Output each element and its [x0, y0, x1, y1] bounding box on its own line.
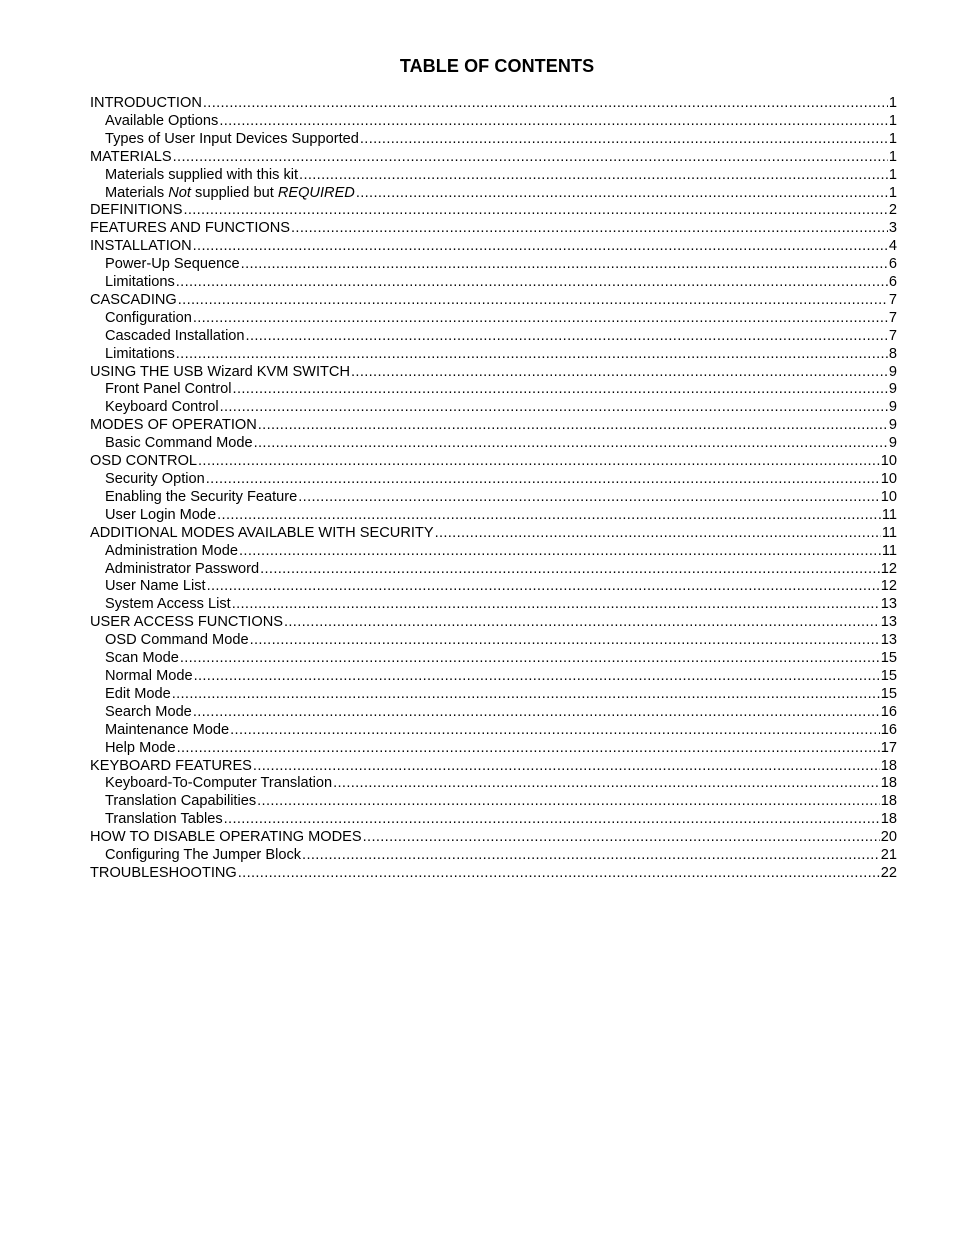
toc-subentry[interactable]: [90, 775, 897, 793]
toc-entry-label: Keyboard Control: [105, 399, 219, 416]
toc-entry[interactable]: [90, 149, 897, 167]
toc-entry-label: Search Mode: [105, 703, 192, 720]
toc-entry[interactable]: [90, 238, 897, 256]
toc-entry-label: Configuration: [105, 309, 192, 326]
dot-leader: [193, 310, 888, 328]
toc-entry-label: Translation Tables: [105, 811, 223, 828]
toc-entry-label: OSD Command Mode: [105, 632, 249, 649]
toc-entry-page-number: 22: [880, 864, 897, 881]
dot-leader: [183, 202, 887, 220]
dot-leader: [254, 435, 888, 453]
toc-entry-page-number: 6: [888, 274, 897, 291]
toc-subentry[interactable]: [90, 274, 897, 292]
toc-entry-page-number: 13: [880, 632, 897, 649]
dot-leader: [260, 561, 880, 579]
toc-subentry[interactable]: [90, 578, 897, 596]
toc-subentry[interactable]: [90, 382, 897, 400]
dot-leader: [246, 328, 888, 346]
toc-entry-label: User Login Mode: [105, 506, 217, 523]
dot-leader: [302, 847, 880, 865]
toc-entry-label: Translation Capabilities: [105, 793, 257, 810]
dot-leader: [232, 596, 880, 614]
toc-entry[interactable]: [90, 453, 897, 471]
toc-entry-label: Power-Up Sequence: [105, 256, 240, 273]
toc-entry-label: Available Options: [105, 112, 219, 129]
dot-leader: [178, 292, 888, 310]
toc-entry-page-number: 9: [888, 417, 897, 434]
toc-subentry[interactable]: [90, 722, 897, 740]
dot-leader: [193, 704, 880, 722]
toc-entry-label: INTRODUCTION: [90, 95, 202, 111]
dot-leader: [176, 274, 888, 292]
toc-subentry[interactable]: [90, 596, 897, 614]
toc-entry-label: USING THE USB Wizard KVM SWITCH: [90, 363, 351, 380]
toc-entry[interactable]: [90, 525, 897, 543]
toc-entry-page-number: 1: [888, 184, 897, 201]
toc-subentry[interactable]: [90, 435, 897, 453]
toc-subentry[interactable]: [90, 310, 897, 328]
toc-entry-label: HOW TO DISABLE OPERATING MODES: [90, 829, 362, 846]
toc-entry-page-number: 11: [881, 506, 897, 523]
dot-leader: [198, 453, 880, 471]
toc-entry-page-number: 1: [888, 166, 897, 183]
toc-entry-page-number: 18: [880, 793, 897, 810]
toc-entry-label: Keyboard-To-Computer Translation: [105, 775, 333, 792]
toc-subentry[interactable]: [90, 811, 897, 829]
toc-entry-label: System Access List: [105, 596, 231, 613]
toc-entry-page-number: 4: [888, 238, 897, 255]
dot-leader: [207, 578, 880, 596]
toc-entry[interactable]: [90, 829, 897, 847]
toc-entry-label: ADDITIONAL MODES AVAILABLE WITH SECURITY: [90, 524, 434, 541]
toc-entry[interactable]: [90, 292, 897, 310]
toc-entry-label: TROUBLESHOOTING: [90, 864, 237, 881]
toc-entry-label: Administrator Password: [105, 560, 260, 577]
toc-entry-label: Cascaded Installation: [105, 327, 245, 344]
toc-entry-page-number: 1: [888, 112, 897, 129]
toc-subentry[interactable]: [90, 686, 897, 704]
toc-entry-page-number: 1: [888, 148, 897, 165]
dot-leader: [250, 632, 880, 650]
toc-entry-page-number: 15: [880, 668, 897, 684]
dot-leader: [233, 382, 888, 400]
dot-leader: [360, 131, 888, 149]
toc-entry-page-number: 12: [880, 560, 897, 577]
toc-entry-label: Normal Mode: [105, 668, 193, 684]
toc-entry-page-number: 9: [888, 399, 897, 416]
toc-entry-page-number: 10: [880, 488, 897, 505]
toc-entry-page-number: 13: [880, 596, 897, 613]
toc-entry-label: USER ACCESS FUNCTIONS: [90, 614, 283, 631]
dot-leader: [219, 113, 888, 131]
toc-entry-label: Administration Mode: [105, 542, 239, 559]
dot-leader: [220, 399, 888, 417]
toc-entry-page-number: 16: [880, 703, 897, 720]
toc-entry-label: User Name List: [105, 578, 206, 595]
toc-subentry[interactable]: [90, 471, 897, 489]
toc-entry-label: Front Panel Control: [105, 381, 232, 398]
dot-leader: [435, 525, 881, 543]
toc-entry[interactable]: [90, 417, 897, 435]
toc-entry-label: OSD CONTROL: [90, 453, 198, 470]
toc-entry[interactable]: [90, 220, 897, 238]
dot-leader: [258, 417, 888, 435]
dot-leader: [203, 95, 888, 113]
toc-entry-page-number: 20: [880, 829, 897, 846]
dot-leader: [238, 865, 880, 883]
toc-subentry[interactable]: [90, 704, 897, 722]
toc-entry-label: FEATURES AND FUNCTIONS: [90, 220, 291, 237]
toc-entry-page-number: 13: [880, 614, 897, 631]
toc-entry[interactable]: [90, 865, 897, 883]
toc-subentry[interactable]: [90, 185, 897, 203]
page-title: TABLE OF CONTENTS: [399, 56, 595, 76]
toc-entry[interactable]: [90, 364, 897, 382]
toc-entry-label: Materials Not supplied but REQUIRED: [105, 184, 355, 201]
toc-entry-page-number: 18: [880, 811, 897, 828]
dot-leader: [239, 543, 881, 561]
toc-subentry[interactable]: [90, 256, 897, 274]
dot-leader: [363, 829, 880, 847]
toc-subentry[interactable]: [90, 399, 897, 417]
dot-leader: [298, 489, 880, 507]
toc-entry-label: Security Option: [105, 471, 205, 488]
toc-entry-page-number: 7: [888, 291, 897, 308]
toc-entry[interactable]: [90, 202, 897, 220]
toc-subentry[interactable]: [90, 507, 897, 525]
toc-entry-label: KEYBOARD FEATURES: [90, 757, 252, 774]
toc-entry-page-number: 2: [888, 202, 897, 219]
toc-entry-page-number: 1: [888, 95, 897, 111]
dot-leader: [299, 167, 888, 185]
toc-entry-page-number: 9: [888, 363, 897, 380]
dot-leader: [356, 185, 888, 203]
toc-entry-label: MODES OF OPERATION: [90, 417, 257, 434]
dot-leader: [224, 811, 880, 829]
toc-entry-page-number: 18: [880, 757, 897, 774]
toc-subentry[interactable]: [90, 668, 897, 686]
toc-subentry[interactable]: [90, 167, 897, 185]
toc-entry-page-number: 12: [880, 578, 897, 595]
toc-subentry[interactable]: [90, 561, 897, 579]
toc-entry[interactable]: [90, 758, 897, 776]
dot-leader: [230, 722, 880, 740]
dot-leader: [333, 775, 880, 793]
toc-entry-page-number: 1: [888, 130, 897, 147]
toc-entry[interactable]: [90, 95, 897, 113]
dot-leader: [291, 220, 888, 238]
toc-entry-page-number: 15: [880, 650, 897, 667]
toc-entry-page-number: 18: [880, 775, 897, 792]
toc-entry-label: Limitations: [105, 345, 175, 362]
toc-entry-page-number: 7: [888, 327, 897, 344]
toc-entry-page-number: 9: [888, 381, 897, 398]
toc-entry-label: Scan Mode: [105, 650, 179, 667]
toc-entry-page-number: 3: [888, 220, 897, 237]
toc-subentry[interactable]: [90, 346, 897, 364]
toc-subentry[interactable]: [90, 847, 897, 865]
toc-entry-label: Enabling the Security Feature: [105, 488, 298, 505]
toc-entry-label: Types of User Input Devices Supported: [105, 130, 359, 147]
toc-entry-label: Limitations: [105, 274, 175, 291]
dot-leader: [180, 650, 880, 668]
toc-entry-label: MATERIALS: [90, 148, 172, 165]
toc-entry-page-number: 17: [880, 739, 897, 756]
toc-subentry[interactable]: [90, 131, 897, 149]
toc-entry-label: Configuring The Jumper Block: [105, 847, 302, 864]
toc-entry-page-number: 11: [881, 524, 897, 541]
dot-leader: [173, 149, 888, 167]
dot-leader: [253, 758, 880, 776]
dot-leader: [217, 507, 881, 525]
toc-entry-label: DEFINITIONS: [90, 202, 183, 219]
dot-leader: [172, 686, 880, 704]
toc-subentry[interactable]: [90, 650, 897, 668]
toc-subentry[interactable]: [90, 543, 897, 561]
toc-entry-label: INSTALLATION: [90, 238, 192, 255]
dot-leader: [257, 793, 880, 811]
dot-leader: [194, 668, 880, 686]
toc-subentry[interactable]: [90, 113, 897, 131]
toc-entry-label: Edit Mode: [105, 685, 171, 702]
toc-entry-label: Basic Command Mode: [105, 435, 253, 452]
toc-entry-page-number: 16: [880, 721, 897, 738]
dot-leader: [206, 471, 880, 489]
toc-entry-page-number: 7: [888, 309, 897, 326]
toc-entry-label: Maintenance Mode: [105, 721, 230, 738]
dot-leader: [177, 740, 880, 758]
toc-entry-label: CASCADING: [90, 291, 177, 308]
toc-entry-page-number: 10: [880, 453, 897, 470]
toc-entry-label: Materials supplied with this kit: [105, 166, 299, 183]
dot-leader: [193, 238, 888, 256]
toc-entry-page-number: 6: [888, 256, 897, 273]
toc-entry-label: Help Mode: [105, 739, 176, 756]
dot-leader: [284, 614, 880, 632]
toc-entry-page-number: 8: [888, 345, 897, 362]
toc-subentry[interactable]: [90, 489, 897, 507]
dot-leader: [351, 364, 888, 382]
toc-subentry[interactable]: [90, 740, 897, 758]
dot-leader: [176, 346, 888, 364]
toc-entry-page-number: 11: [881, 542, 897, 559]
table-of-contents: [90, 95, 897, 883]
toc-entry-page-number: 21: [880, 847, 897, 864]
toc-subentry[interactable]: [90, 793, 897, 811]
toc-subentry[interactable]: [90, 328, 897, 346]
toc-entry-page-number: 9: [888, 435, 897, 452]
toc-entry-page-number: 10: [880, 471, 897, 488]
toc-subentry[interactable]: [90, 632, 897, 650]
toc-entry[interactable]: [90, 614, 897, 632]
dot-leader: [241, 256, 888, 274]
toc-entry-page-number: 15: [880, 685, 897, 702]
